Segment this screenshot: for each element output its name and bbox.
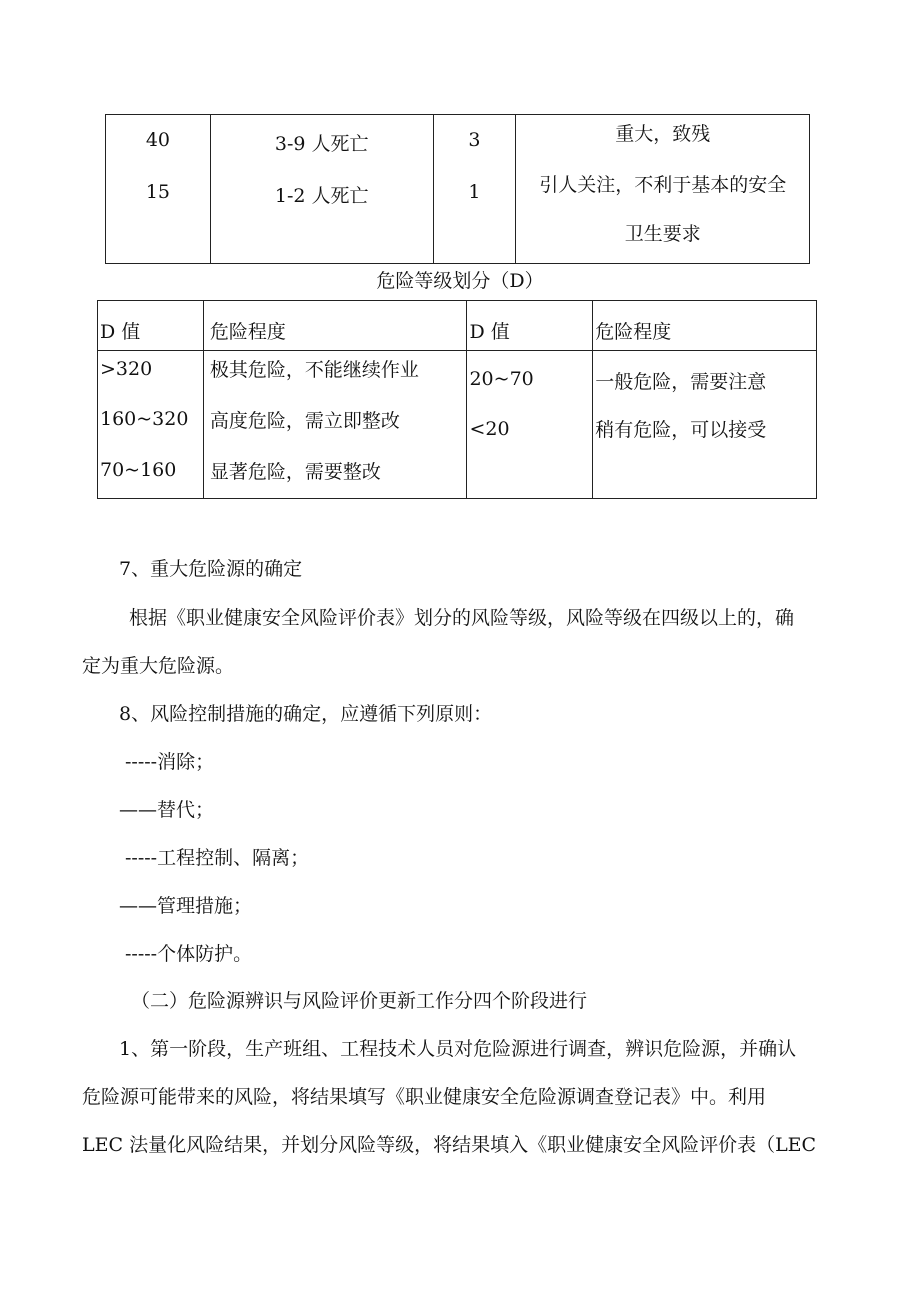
table1-col2-value-2: 1-2 人死亡 <box>274 185 369 207</box>
left-levels-cell <box>203 351 467 499</box>
principle-item-4: ——管理措施； <box>119 895 253 917</box>
right-levels-cell <box>593 351 817 499</box>
level-significant: 显著危险，需要整改 <box>209 461 381 483</box>
table1-col1-value-2: 15 <box>145 181 171 203</box>
table1-col4-line-2: 引人关注，不利于基本的安全 <box>539 174 787 196</box>
table1-col1-value-1: 40 <box>145 129 171 151</box>
d-value-20-70: 20~70 <box>469 368 534 390</box>
principle-item-5: -----个体防护。 <box>125 943 253 965</box>
section-7-line-2: 定为重大危险源。 <box>82 655 235 677</box>
table1-col3-value-1: 3 <box>468 129 481 151</box>
principle-item-1: -----消除； <box>125 751 215 773</box>
d-value-gt320: >320 <box>100 358 153 380</box>
section-8-title: 8、风险控制措施的确定，应遵循下列原则： <box>119 703 493 725</box>
table1-col4-line-3: 卫生要求 <box>624 223 701 245</box>
principle-item-3: -----工程控制、隔离； <box>125 847 310 869</box>
d-value-70-160: 70~160 <box>100 459 177 481</box>
header-d-value-2 <box>467 301 593 351</box>
table1-col3-cell <box>433 115 516 264</box>
level-extreme: 极其危险，不能继续作业 <box>209 359 419 381</box>
header-d-value-1-text: D 值 <box>100 321 141 343</box>
table1-col3-value-2: 1 <box>468 181 481 203</box>
header-d-value-1 <box>98 301 204 351</box>
level-high: 高度危险，需立即整改 <box>209 410 400 432</box>
section-7-line-1: 根据《职业健康安全风险评价表》划分的风险等级，风险等级在四级以上的，确 <box>129 607 795 629</box>
principle-item-2: ——替代； <box>119 799 215 821</box>
section-2-line-1: 1、第一阶段，生产班组、工程技术人员对危险源进行调查，辨识危险源，并确认 <box>119 1038 797 1060</box>
risk-consequence-table <box>105 114 810 264</box>
table1-col4-line-1: 重大，致残 <box>615 123 711 145</box>
header-level-1-text: 危险程度 <box>209 321 286 343</box>
left-values-cell <box>98 351 204 499</box>
level-general: 一般危险，需要注意 <box>595 371 767 393</box>
table-caption: 危险等级划分（D） <box>376 270 544 292</box>
header-level-2-text: 危险程度 <box>595 321 672 343</box>
header-level-2 <box>593 301 817 351</box>
section-7-title: 7、重大危险源的确定 <box>119 558 303 580</box>
danger-level-table <box>97 300 817 499</box>
table1-col2-cell <box>210 115 433 264</box>
table1-col2-value-1: 3-9 人死亡 <box>274 133 369 155</box>
level-slight: 稍有危险，可以接受 <box>595 419 767 441</box>
header-level-1 <box>203 301 467 351</box>
section-2-line-2: 危险源可能带来的风险，将结果填写《职业健康安全危险源调查登记表》中。利用 <box>82 1086 767 1108</box>
right-values-cell <box>467 351 593 499</box>
header-d-value-2-text: D 值 <box>469 321 510 343</box>
section-2-title: （二）危险源辨识与风险评价更新工作分四个阶段进行 <box>131 990 588 1012</box>
section-2-line-3: LEC 法量化风险结果，并划分风险等级，将结果填入《职业健康安全风险评价表（LEC <box>82 1134 817 1156</box>
d-value-160-320: 160~320 <box>100 408 189 430</box>
table1-col1-cell <box>106 115 211 264</box>
table1-col4-cell <box>516 115 810 264</box>
d-value-lt20: <20 <box>469 418 510 440</box>
